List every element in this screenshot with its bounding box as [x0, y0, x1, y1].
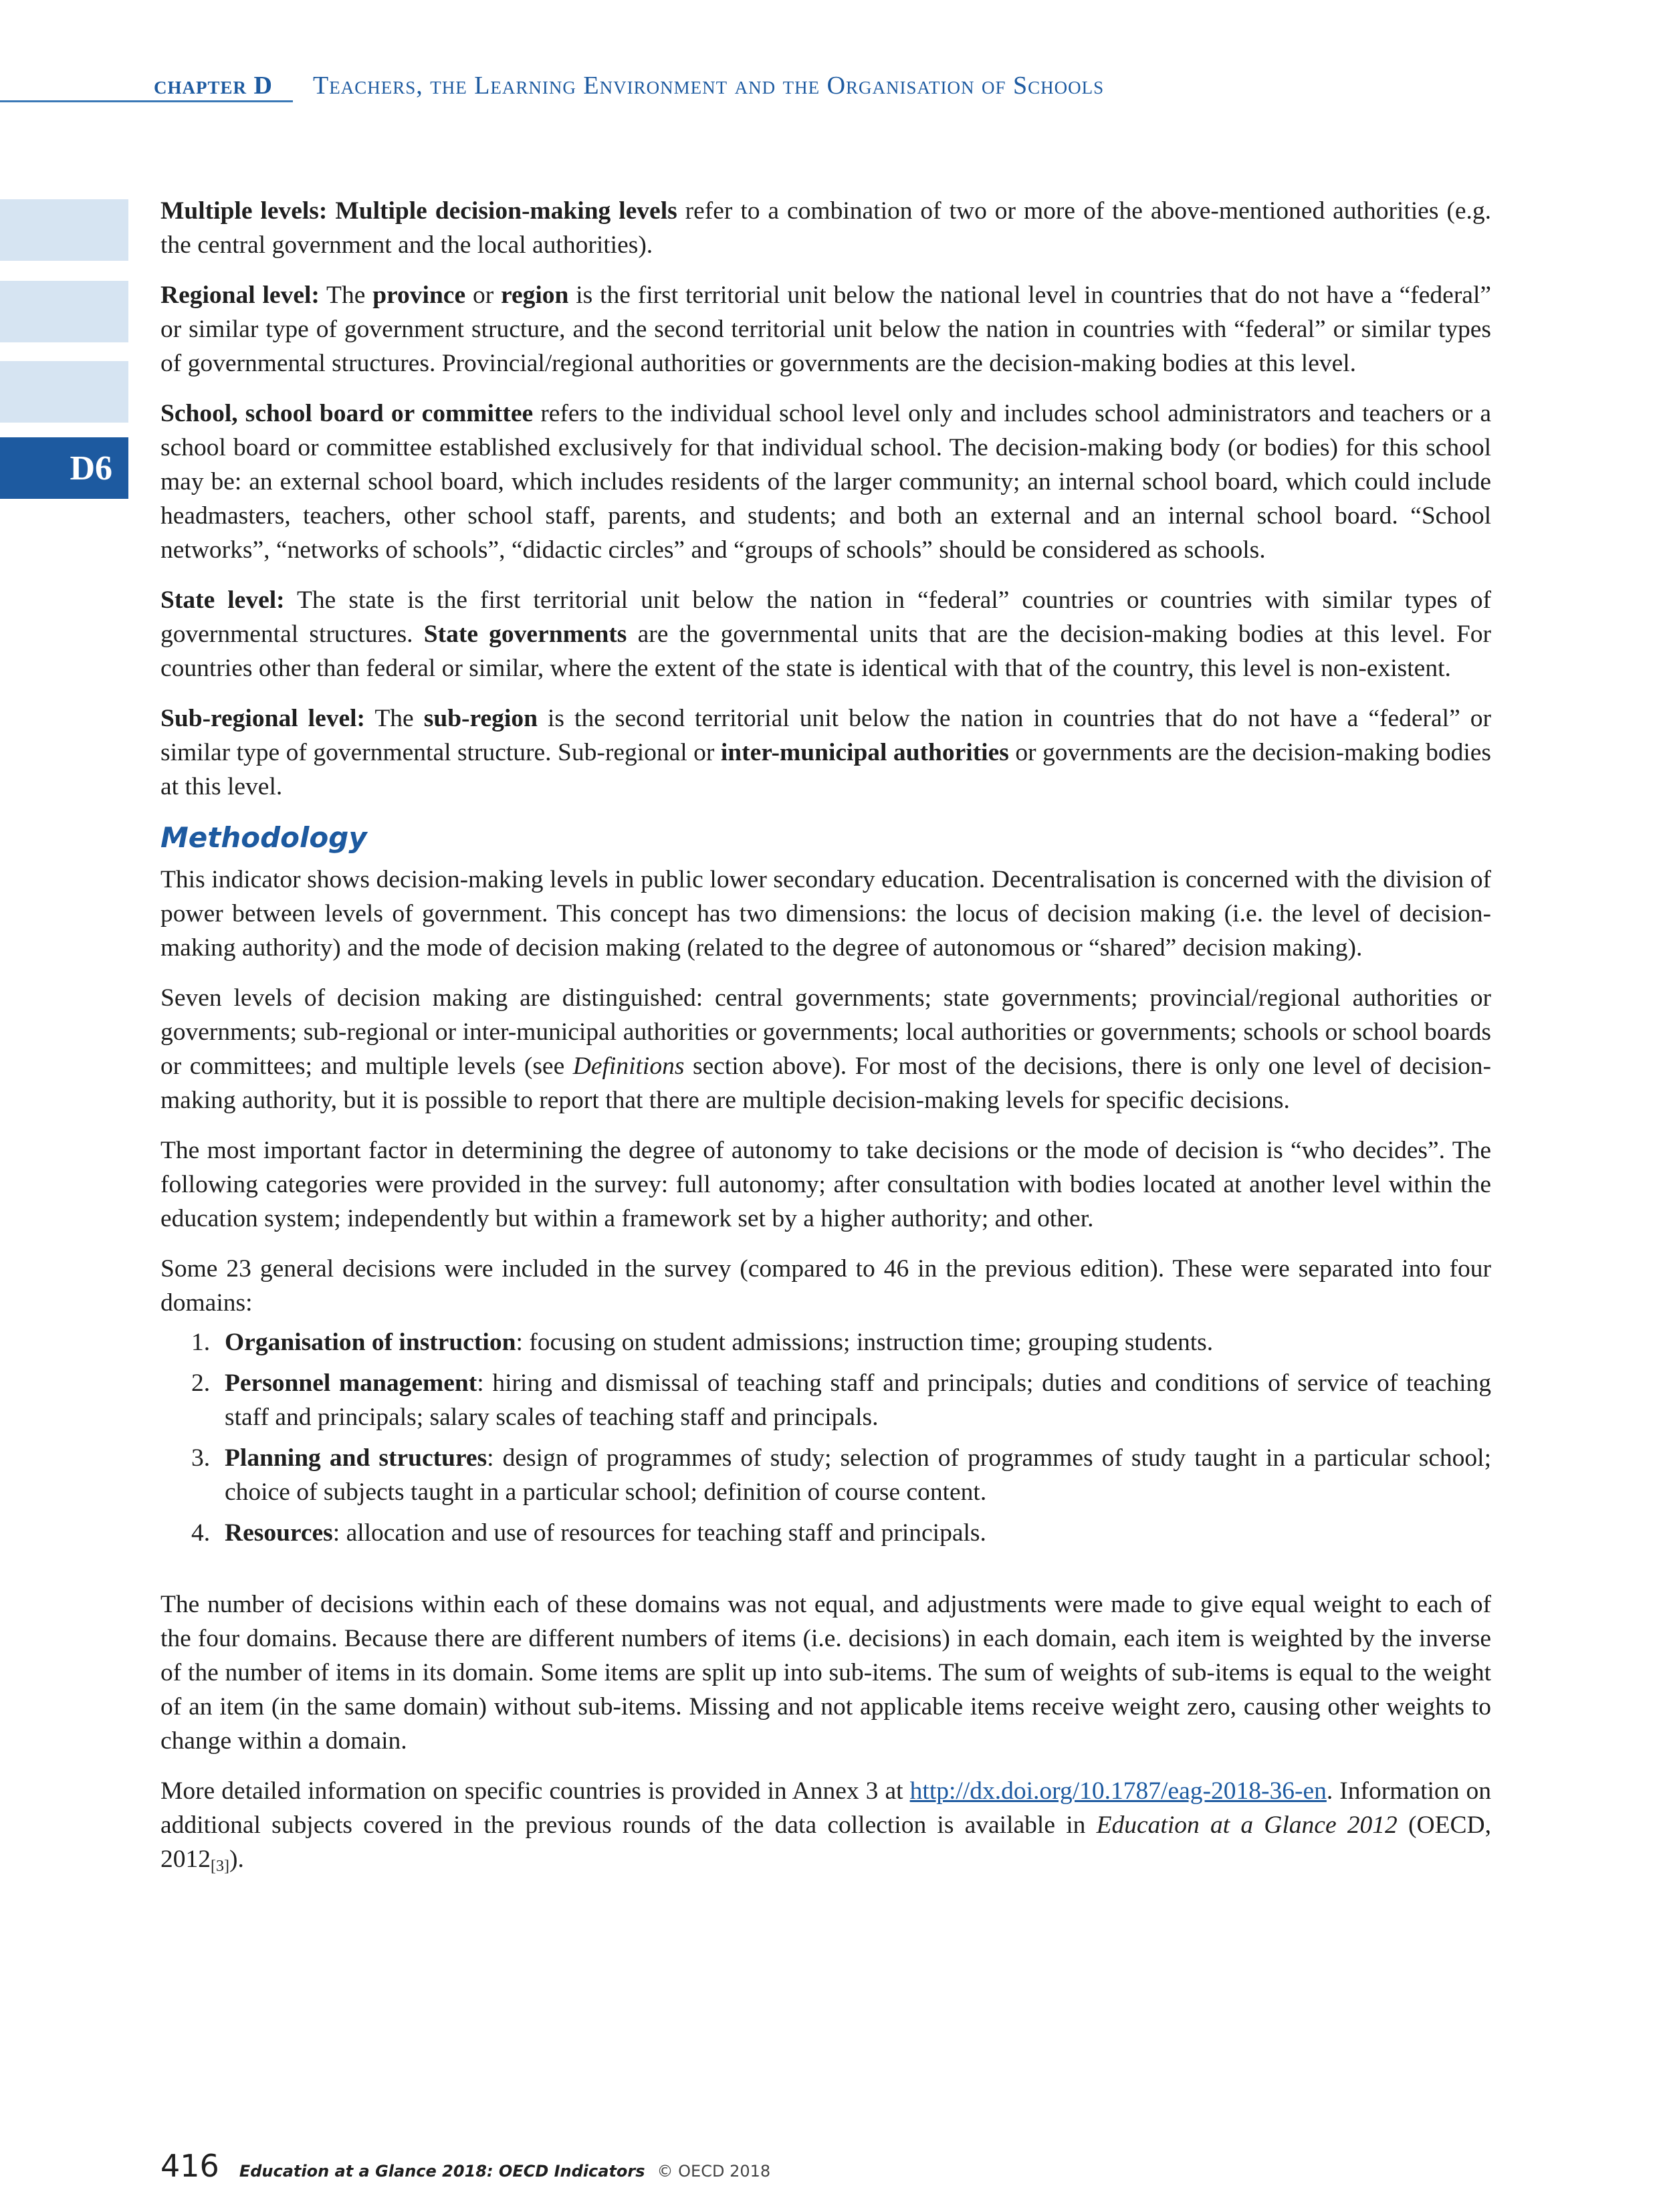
side-tab-decoration: [0, 361, 128, 423]
list-item: 1. Organisation of instruction: focusing on student admissions; instruction time; grouping students.: [191, 1329, 1214, 1356]
main-text: [160, 194, 1491, 1900]
list-item: 4. Resources: allocation and use of resources for teaching staff and principals.: [191, 1519, 986, 1547]
page-number: 416: [160, 2148, 219, 2184]
methodology-paragraph: More detailed information on specific countries is provided in Annex 3 at http://dx.doi.org/10.1787/eag-2018-36-en. Information on additional subjects covered in the previous rounds of the data collection is available in Education at a Glance 2012 (OECD, $2012_{[3]}$).: [160, 1777, 1491, 1875]
publication-title: Education at a Glance 2018: OECD Indicators: [239, 2162, 645, 2181]
page-footer: [160, 2148, 770, 2188]
definition-regional-level: Regional level: The province or region is the first territorial unit below the national level in countries that do not have a “federal” or similar type of government structure, and the second territorial unit below the nation in countries with “federal” or similar types of governmental structures. Provincial/regional authorities or governments are the decision-making bodies at this level.: [160, 282, 1492, 377]
list-item: 3. Planning and structures: design of programmes of study; selection of programmes of study taught in a particular school; choice of subjects taught in a particular school; definition of course content.: [191, 1444, 1491, 1506]
copyright-notice: © OECD 2018: [657, 2162, 771, 2181]
domains-list: [160, 1325, 1491, 1550]
methodology-paragraph: This indicator shows decision-making levels in public lower secondary education. Decentralisation is concerned with the division of power between levels of government. This concept has two dimensions: the locus of decision making (i.e. the level of decision-making authority) and the mode of decision making (related to the degree of autonomous or “shared” decision making).: [160, 866, 1491, 962]
definition-multiple-levels: Multiple levels: Multiple decision-making levels refer to a combination of two or more of the above-mentioned authorities (e.g. the central government and the local authorities).: [160, 197, 1491, 259]
reference-marker: [3]: [211, 1858, 229, 1875]
definition-school-level: School, school board or committee refers to the individual school level only and includes school administrators and teachers or a school board or committee established exclusively for that individual school. The decision-making body (or bodies) for this school may be: an external school board, which includes residents of the larger community; an internal school board, which could include headmasters, teachers, other school staff, parents, and students; and both an external and an internal school board. “School networks”, “networks of schools”, “didactic circles” and “groups of schools” should be considered as schools.: [160, 400, 1491, 564]
definition-subregional-level: Sub-regional level: The sub-region is the second territorial unit below the nation in countries that do not have a “federal” or similar type of governmental structure. Sub-regional or inter-municipal authorities or governments are the decision-making bodies at this level.: [160, 705, 1492, 800]
chapter-title: Teachers, the Learning Environment and the Organisation of Schools: [313, 72, 1105, 100]
methodology-paragraph: The most important factor in determining the degree of autonomy to take decisions or the mode of decision is “who decides”. The following categories were provided in the survey: full autonomy; after consultation with bodies located at another level within the education system; independently but within a framework set by a higher authority; and other.: [160, 1137, 1491, 1232]
annex-link[interactable]: http://dx.doi.org/10.1787/eag-2018-36-en: [909, 1777, 1327, 1805]
indicator-tab: D6: [0, 437, 128, 499]
methodology-paragraph: The number of decisions within each of these domains was not equal, and adjustments were made to give equal weight to each of the four domains. Because there are different numbers of items (i.e. decisions) in each domain, each item is weighted by the inverse of the number of items in its domain. Some items are split up into sub-items. The sum of weights of sub-items is equal to the weight of an item (in the same domain) without sub-items. Missing and not applicable items receive weight zero, causing other weights to change within a domain.: [160, 1591, 1491, 1755]
methodology-paragraph: Seven levels of decision making are distinguished: central governments; state governments; provincial/regional authorities or governments; sub-regional or inter-municipal authorities or governments; local authorities or governments; schools or school boards or committees; and multiple levels (see Definitions section above). For most of the decisions, there is only one level of decision-making authority, but it is possible to report that there are multiple decision-making levels for specific decisions.: [160, 984, 1492, 1114]
section-heading-methodology: Methodology: [160, 821, 367, 854]
chapter-label: chapter D: [154, 72, 273, 100]
header-rule: [0, 100, 293, 102]
side-tab-decoration: [0, 281, 128, 342]
side-tab-decoration: [0, 199, 128, 261]
list-item: 2. Personnel management: hiring and dismissal of teaching staff and principals; duties and conditions of service of teaching staff and principals; salary scales of teaching staff and principals.: [191, 1369, 1491, 1431]
definition-state-level: State level: The state is the first territorial unit below the nation in “federal” countries or countries with similar types of governmental structures. State governments are the governmental units that are the decision-making bodies at this level. For countries other than federal or similar, where the extent of the state is identical with that of the country, this level is non-existent.: [160, 586, 1492, 682]
methodology-paragraph: Some 23 general decisions were included in the survey (compared to 46 in the previous edition). These were separated into four domains:: [160, 1255, 1491, 1317]
